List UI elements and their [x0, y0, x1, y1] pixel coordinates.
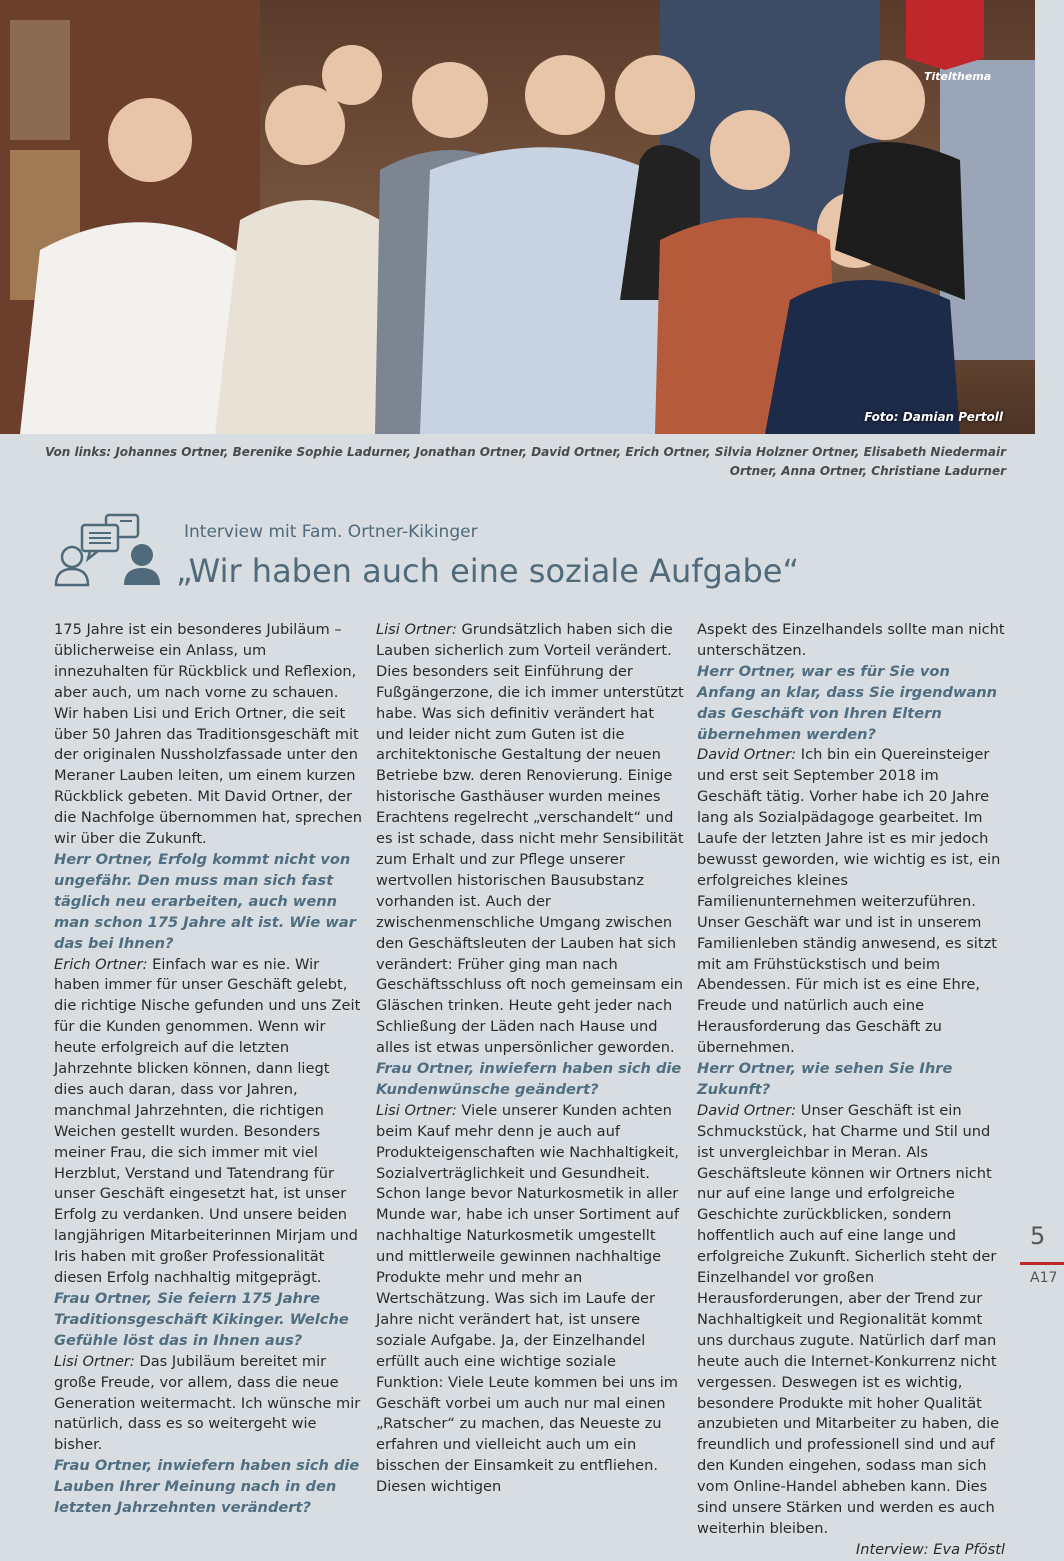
answer-text: Das Jubiläum bereitet mir große Freude, vor allem, dass die neue Generation weitermacht. Ich wünsche mir natürlich, dass es so weitergeht wie bisher. [54, 1352, 361, 1454]
answer-text: Einfach war es nie. Wir haben immer für unser Geschäft gelebt, die richtige Nische gefunden und uns Zeit für die Kunden genommen. Wenn wir heute erfolgreich auf die letzten Jahrzehnte blicken können, dann liegt dies auch daran, dass vor Jahren, manchmal Jahrzehnten, die richtigen Weichen gestellt wurden. Besonders meiner Frau, die sich immer mit viel Herzblut, Verstand und Tatendrang für unser Geschäft eingesetzt hat, ist unser Erfolg zu verdanken. Und unsere beiden langjährigen Mitarbeiterinnen Mirjam und Iris haben mit großer Professionalität diesen Erfolg nachhaltig mitgeprägt. [54, 955, 361, 1287]
photo-credit: Foto: Damian Pertoll [864, 410, 1003, 424]
speaker-name: Lisi Ortner: [54, 1352, 135, 1370]
section-ribbon [906, 0, 984, 58]
speaker-name: David Ortner: [697, 746, 797, 764]
interview-answer [376, 620, 684, 1059]
answer-text: Unser Geschäft ist ein Schmuckstück, hat Charme und Stil und ist unvergleichbar in Meran. Als Geschäftsleute können wir Ortners nicht nur auf eine lange und erfolgreiche Geschichte zurückblicken, sondern hoffentlich auch auf eine lange und erfolgreiche Zukunft. Sicherlich steht der Einzelhandel vor großen Herausforderungen, aber der Trend zur Nachhaltigkeit und Regionalität kommt uns durchaus zugute. Natürlich darf man heute auch die Internet-Konkurrenz nicht vergessen. Deswegen ist es wichtig, besondere Produkte mit hoher Qualität anzubieten und Mitarbeiter zu haben, die freundlich und professionell sind und auf den Kunden eingehen, sodass man sich vom Online-Handel abheben kann. Dies sind unsere Stärken und werden es auch weiterhin bleiben. [697, 1101, 1000, 1537]
page-rule [1020, 1262, 1064, 1265]
interview-question: Frau Ortner, Sie feiern 175 Jahre Traditionsgeschäft Kikinger. Welche Gefühle löst das in Ihnen aus? [54, 1290, 349, 1349]
interview-answer [697, 1101, 1005, 1540]
answer-text: Grundsätzlich haben sich die Lauben sicherlich zum Vorteil verändert. Dies besonders seit Einführung der Fußgängerzone, die ich immer unterstützt habe. Was sich definitiv verändert hat und leider nicht zum Guten ist die architektonische Gestaltung der neuen Betriebe bzw. deren Renovierung. Einige historische Gasthäuser wurden meines Erachtens regelrecht „verschandelt“ und es ist schade, dass nicht mehr Sensibilität zum Erhalt und zur Pflege unserer wertvollen historischen Bausubstanz vorhanden ist. Auch der zwischenmenschliche Umgang zwischen den Geschäftsleuten der Lauben hat sich verändert: Früher ging man nach Geschäftsschluss oft noch gemeinsam ein Gläschen trinken. Heute geht jeder nach Schließung der Läden nach Hause und alles ist etwas unpersönlicher geworden. [376, 621, 684, 1057]
article-column-2 [376, 620, 684, 1498]
speaker-name: Lisi Ortner: [376, 621, 457, 638]
photo-illustration [0, 0, 1035, 434]
interview-question: Frau Ortner, inwiefern haben sich die Lauben Ihrer Meinung nach in den letzten Jahrzehnten verändert? [54, 1457, 360, 1517]
speaker-name: David Ortner: [697, 1101, 797, 1119]
article-kicker: Interview mit Fam. Ortner-Kikinger [184, 522, 478, 542]
interview-answer [697, 745, 1005, 1059]
photo-caption: Von links: Johannes Ortner, Berenike Sophie Ladurner, Jonathan Ortner, David Ortner, Erich Ortner, Silvia Holzner Ortner, Elisabeth Niedermair Ortner, Anna Ortner, Christiane Ladurner [45, 445, 1006, 478]
article-column-1 [54, 620, 362, 1519]
family-photo [0, 0, 1035, 434]
issue-code: A17 [1030, 1270, 1058, 1286]
interview-question: Frau Ortner, inwiefern haben sich die Kundenwünsche geändert? [376, 1060, 682, 1098]
interview-icon [52, 513, 164, 589]
page-number: 5 [1030, 1222, 1046, 1250]
paragraph: Aspekt des Einzelhandels sollte man nicht unterschätzen. [697, 621, 1005, 659]
interview-signoff: Interview: Eva Pföstl [855, 1540, 1005, 1558]
section-label: Titelthema [924, 70, 992, 83]
answer-text: Ich bin ein Quereinsteiger und erst seit September 2018 im Geschäft tätig. Vorher habe ich 20 Jahre lang als Sozialpädagoge gearbeitet. Im Laufe der letzten Jahre ist es mir jedoch bewusst geworden, wie wichtig es ist, ein erfolgreiches kleines Familienunternehmen weiterzuführen. Unser Geschäft war und ist in unserem Familienleben ständig anwesend, es sitzt mit am Frühstückstisch und beim Abendessen. Für mich ist es eine Ehre, Freude und natürlich auch eine Herausforderung das Geschäft zu übernehmen. [697, 746, 1001, 1057]
interview-answer [376, 1101, 684, 1498]
interview-answer [54, 1352, 362, 1457]
interview-question: Herr Ortner, wie sehen Sie Ihre Zukunft? [697, 1060, 953, 1098]
answer-text: Viele unserer Kunden achten beim Kauf mehr denn je auch auf Produkteigenschaften wie Nachhaltigkeit, Sozialverträglichkeit und Gesundheit. Schon lange bevor Naturkosmetik in aller Munde war, habe ich unser Sortiment auf nachhaltige Naturkosmetik umgestellt und mittlerweile gewinnen nachhaltige Produkte mehr und mehr an Wertschätzung. Was sich im Laufe der Jahre nicht verändert hat, ist unsere soziale Aufgabe. Ja, der Einzelhandel erfüllt auch eine wichtige soziale Funktion: Viele Leute kommen bei uns im Geschäft vorbei um auch nur mal einen „Ratscher“ zu machen, das Neueste zu erfahren und vielleicht auch um ein bisschen der Einsamkeit zu entfliehen. Diesen wichtigen [376, 1101, 680, 1496]
interview-answer [54, 955, 362, 1290]
article-column-3 [697, 620, 1005, 1561]
speaker-name: Lisi Ortner: [376, 1101, 457, 1119]
speaker-name: Erich Ortner: [54, 955, 148, 973]
article-title: „Wir haben auch eine soziale Aufgabe“ [176, 552, 800, 590]
paragraph: 175 Jahre ist ein besonderes Jubiläum – üblicherweise ein Anlass, um innezuhalten für Rückblick und Reflexion, aber auch, um nach vorne zu schauen. Wir haben Lisi und Erich Ortner, die seit über 50 Jahren das Traditionsgeschäft mit der originalen Nussholzfassade unter den Meraner Lauben leiten, um einem kurzen Rückblick gebeten. Mit David Ortner, der die Nachfolge übernommen hat, sprechen wir über die Zukunft. [54, 621, 363, 848]
interview-question: Herr Ortner, war es für Sie von Anfang an klar, dass Sie irgendwann das Geschäft von Ihren Eltern übernehmen werden? [697, 662, 998, 743]
interview-question: Herr Ortner, Erfolg kommt nicht von ungefähr. Den muss man sich fast täglich neu erarbeiten, auch wenn man schon 175 Jahre alt ist. Wie war das bei Ihnen? [54, 850, 356, 952]
